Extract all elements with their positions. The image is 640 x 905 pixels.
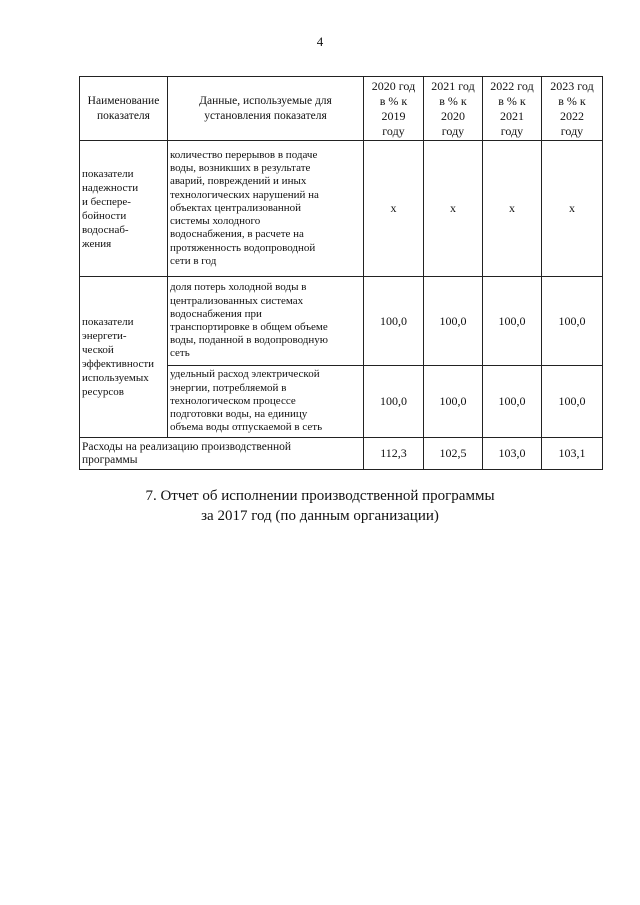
value-cell: 100,0 [424,277,483,366]
header-indicator-name: Наименование показателя [80,77,168,141]
header-year-2022: 2022 год в % к 2021 году [483,77,542,141]
table-header-row [80,77,603,141]
header-year-2023: 2023 год в % к 2022 году [542,77,603,141]
section-title-line: за 2017 год (по данным организации) [201,508,439,524]
total-value: 112,3 [364,438,424,470]
value-cell: 100,0 [424,366,483,438]
total-value: 103,0 [483,438,542,470]
indicator-reliability: показатели надежности и беспере- бойности водоснаб- жения [80,141,168,277]
total-value: 103,1 [542,438,603,470]
value-cell: 100,0 [364,277,424,366]
table-row-reliability [80,141,603,277]
total-label: Расходы на реализацию производственной программы [80,438,364,470]
data-description: количество перерывов в подаче воды, возникших в результате аварий, повреждений и иных технологических нарушений на объектах централизованной системы холодного водоснабжения, в расчете на протяженность водопроводной сети в год [168,141,364,277]
value-cell: х [364,141,424,277]
value-cell: 100,0 [542,366,603,438]
total-value: 102,5 [424,438,483,470]
data-description: удельный расход электрической энергии, потребляемой в технологическом процессе подготовки воды, на единицу объема воды отпускаемой в сеть [168,366,364,438]
value-cell: х [542,141,603,277]
header-year-2020: 2020 год в % к 2019 году [364,77,424,141]
value-cell: х [424,141,483,277]
data-description: доля потерь холодной воды в централизованных системах водоснабжения при транспортировке в общем объеме воды, поданной в водопроводную сеть [168,277,364,366]
table-row-total [80,438,603,470]
production-program-table [79,76,603,470]
value-cell: 100,0 [483,366,542,438]
indicator-energy-efficiency: показатели энергети- ческой эффективности используемых ресурсов [80,277,168,438]
header-year-2021: 2021 год в % к 2020 году [424,77,483,141]
value-cell: 100,0 [364,366,424,438]
section-title-line: 7. Отчет об исполнении производственной программы [145,488,495,504]
value-cell: 100,0 [483,277,542,366]
header-data-used: Данные, используемые для установления показателя [168,77,364,141]
value-cell: 100,0 [542,277,603,366]
page-number: 4 [316,34,324,49]
table-row-water-losses [80,277,603,366]
value-cell: х [483,141,542,277]
section-title [0,486,640,526]
